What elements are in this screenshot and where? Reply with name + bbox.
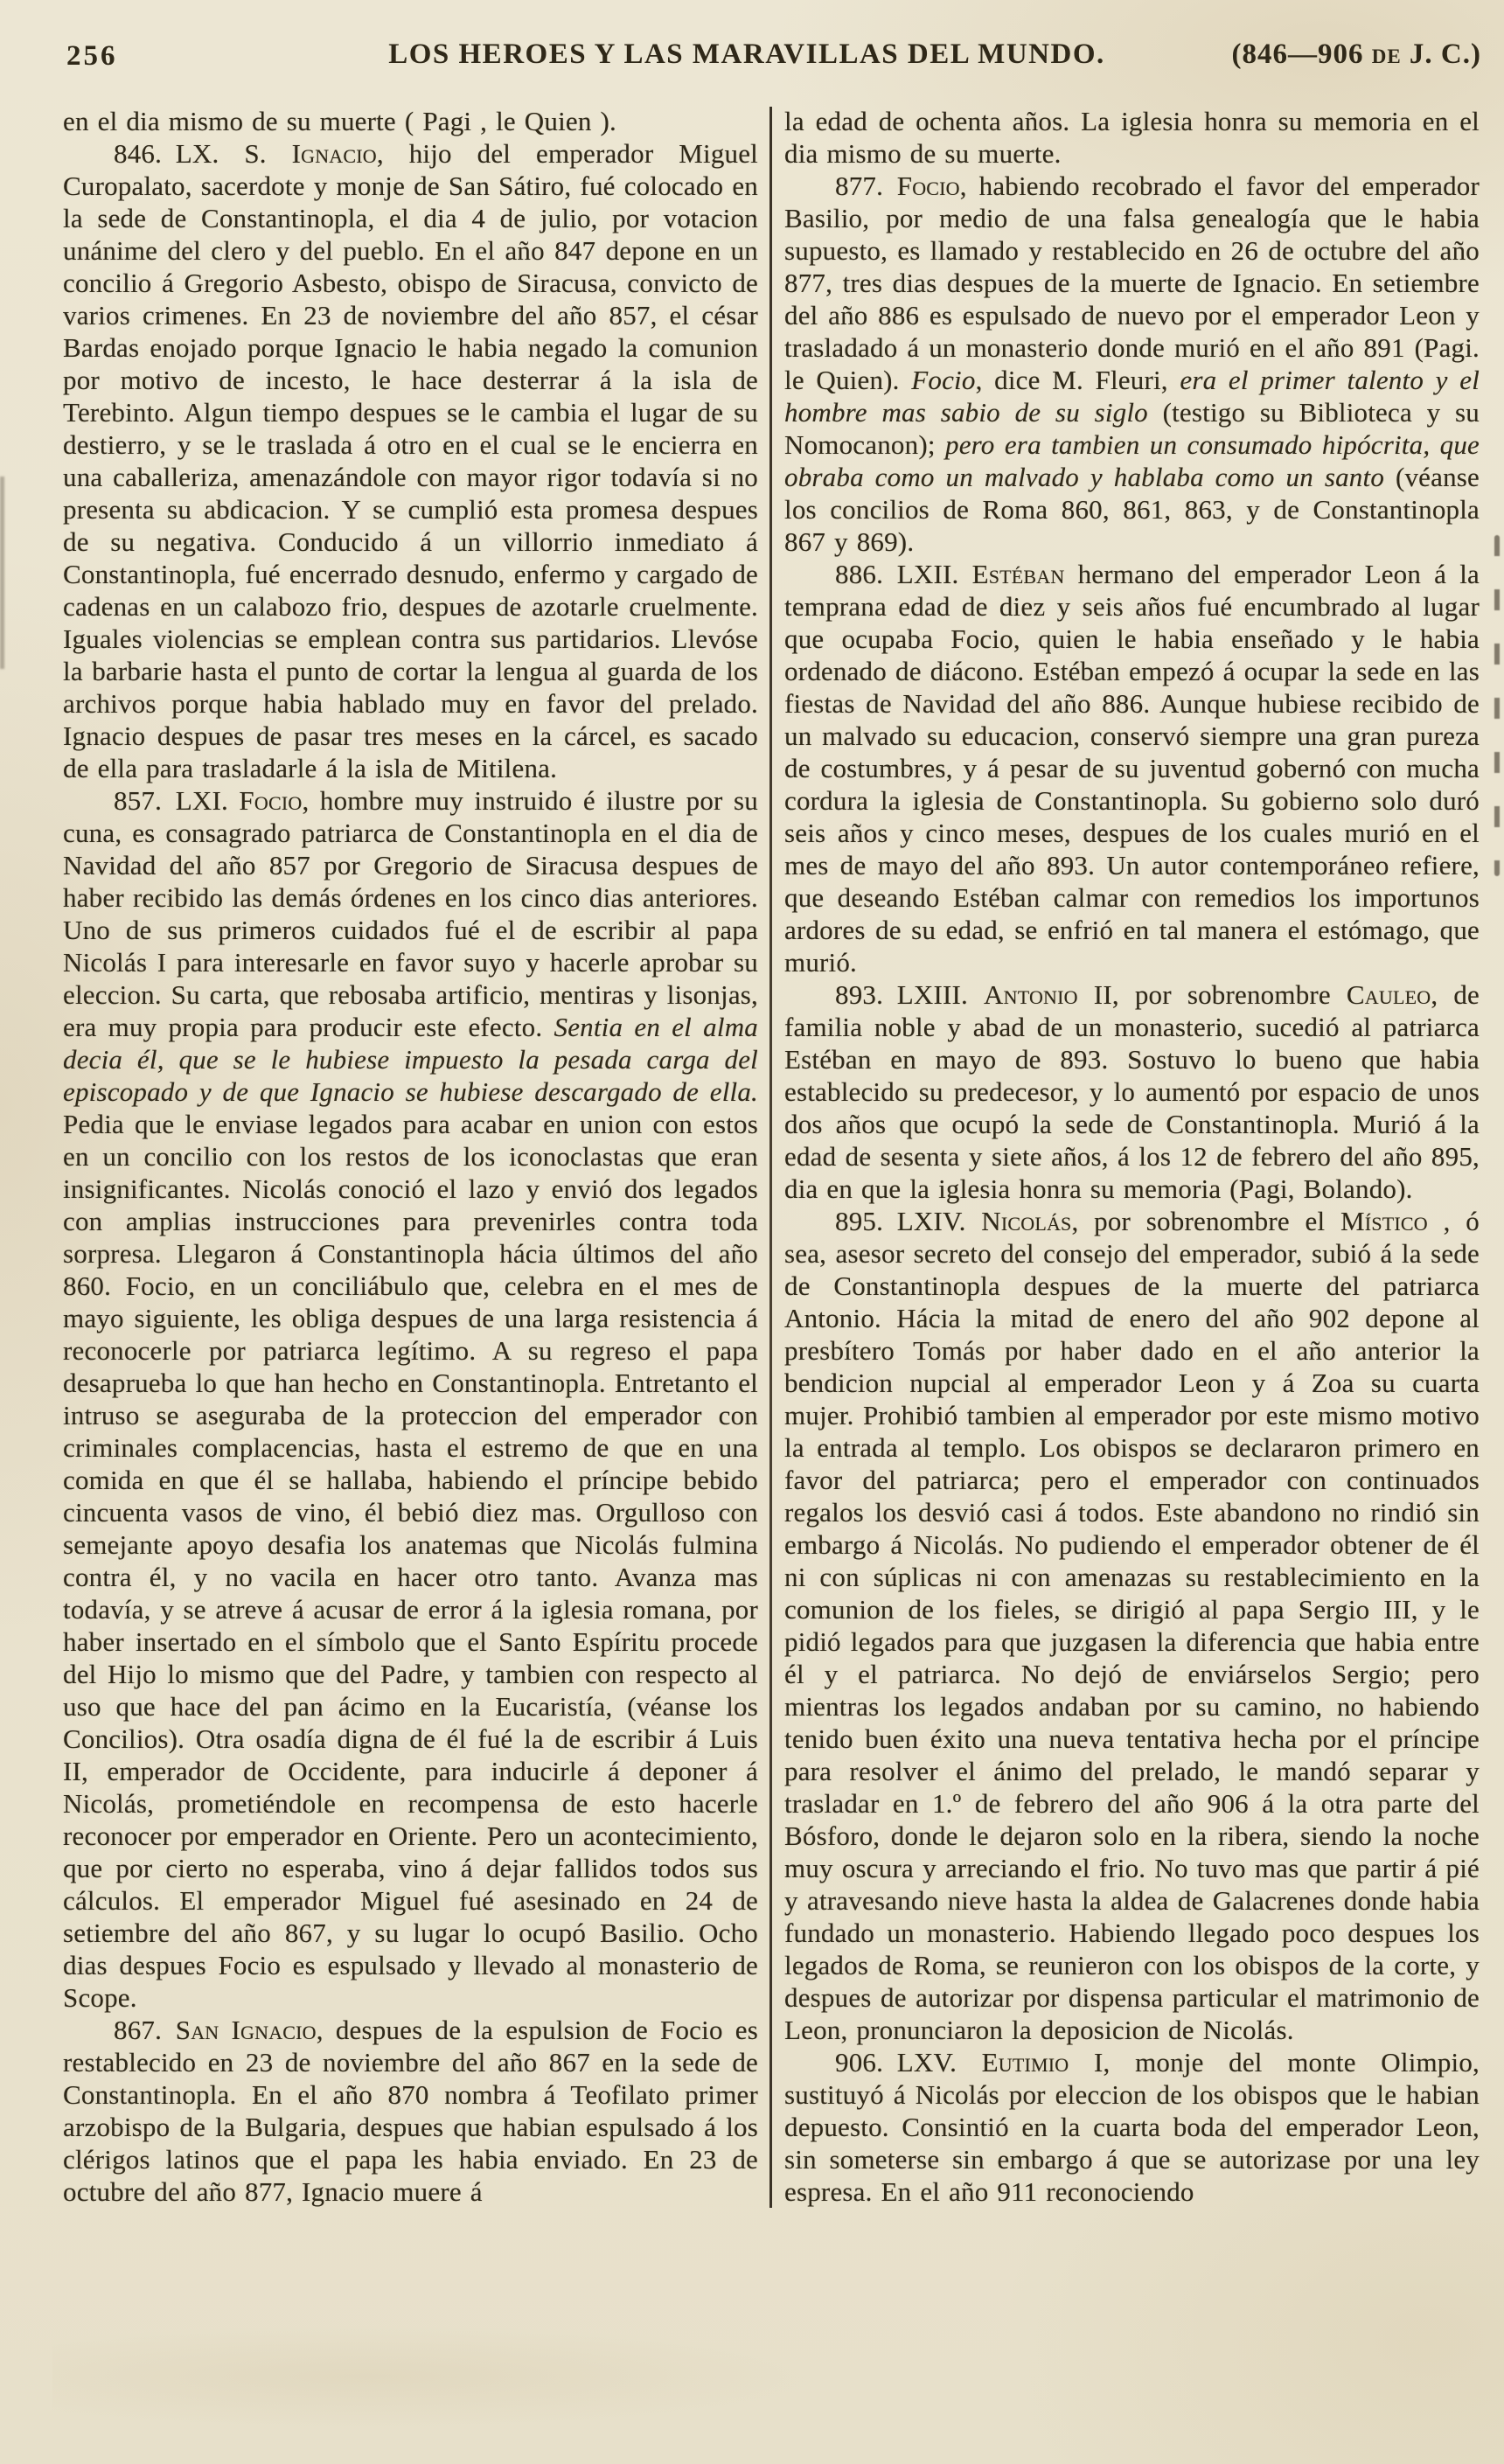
text-segment: , por sobrenombre: [1111, 979, 1347, 1010]
paragraph: [784, 105, 1480, 170]
text-segment: Pedia que le enviase legados para acabar en union con estos en un concilio con los restos de los iconoclastas que eran insignificantes. Nicolás conoció el lazo y envió dos legados con amplias instrucciones para prevenirles contra toda sorpresa. Llegaron á Constantinopla hácia últimos del año 860. Focio, en un conciliábulo que, celebra en el mes de mayo siguiente, les obliga despues de una larga resistencia á reconocerle por patriarca legítimo. A su regreso el papa desaprueba lo que han hecho en Constantinopla. Entretanto el intruso se aseguraba de la proteccion del emperador con criminales complacencias, hasta el estremo de que en una comida en que él se hallaba, habiendo el príncipe bebido cincuenta vasos de vino, él bebió diez mas. Orgulloso con semejante apoyo desafia los anatemas que Nicolás fulmina contra él, y no vacila en hacer otro tanto. Avanza mas todavía, y se atreve á acusar de error á la iglesia romana, por haber insertado en el símbolo que el Santo Espíritu procede del Hijo lo mismo que del Padre, y tambien con respecto al uso que hace del pan ácimo en la Eucaristía, (véanse los Concilios). Otra osadía digna de él fué la de escribir á Luis II, emperador de Occidente, para inducirle á deponer á Nicolás, prometiéndole en recompensa de esto hacerle reconocer por emperador en Oriente. Pero un acontecimiento, que por cierto no esperaba, vino á dejar fallidos todos sus cálculos. El emperador Miguel fué asesinado en 24 de setiembre del año 867, y su lugar lo ocupó Basilio. Ocho dias despues Focio es espulsado y llevado al monasterio de Scope.: [63, 1109, 758, 2013]
text-segment: hermano del emperador Leon á la temprana edad de diez y seis años fué encumbrado al lugar que ocupaba Focio, quien le habia enseñado y le habia ordenado de diácono. Estéban empezó á ocupar la sede en las fiestas de Navidad del año 886. Aunque hubiese recibido de un malvado su educacion, conservó siempre una gran pureza de costumbres, y á pesar de su juventud gobernó con mucha cordura la iglesia de Constantinopla. Su gobierno solo duró seis años y cinco meses, despues de los cuales murió en el mes de mayo del año 893. Un autor contemporáneo refiere, que deseando Estéban calmar con remedios los importunos ardores de su edad, se enfrió en tal manera el estómago, que murió.: [784, 559, 1480, 978]
text-segment: 886. LXII.: [835, 559, 972, 589]
text-segment: , despues de la espulsion de Focio es restablecido en 23 de noviembre del año 867 en la sede de Constantinopla. En el año 870 nombra á Teofilato primer arzobispo de la Bulgaria, despues que habian espulsado á los clérigos latinos que el papa les habia enviado. En 23 de octubre del año 877, Ignacio muere á: [63, 2015, 758, 2207]
scan-artifact-left-edge: [0, 477, 4, 669]
text-segment: (testigo su Biblioteca y su Nomocanon);: [784, 397, 1480, 460]
paragraph: [63, 137, 758, 784]
text-segment: 906. LXV.: [835, 2047, 982, 2078]
text-segment: Focio: [896, 171, 960, 201]
text-segment: , de familia noble y abad de un monasterio, sucedió al patriarca Estéban en mayo de 893. Sostuvo lo bueno que habia establecido su predecesor, y lo aumentó por espacio de unos dos años que ocupó la sede de Constantinopla. Murió á la edad de sesenta y siete años, á los 12 de febrero del año 895, dia en que la iglesia honra su memoria (Pagi, Bolando).: [784, 979, 1480, 1204]
text-segment: Focio: [911, 365, 976, 395]
paper-stain: [52, 2324, 839, 2429]
text-segment: Estéban: [971, 559, 1065, 589]
page-number: 256: [66, 40, 118, 72]
text-segment: Nicolás: [981, 1206, 1072, 1236]
text-segment: , por sobrenombre el: [1071, 1206, 1341, 1236]
paragraph: [63, 784, 758, 2014]
text-segment: San Ignacio: [175, 2015, 317, 2045]
running-title: LOS HEROES Y LAS MARAVILLAS DEL MUNDO.: [388, 38, 1105, 70]
date-range: (846—906 de J. C.): [1231, 38, 1481, 70]
text-segment: , dice M. Fleuri,: [975, 365, 1180, 395]
paragraph: [63, 2014, 758, 2208]
text-segment: , hombre muy instruido é ilustre por su cuna, es consagrado patriarca de Constantinopla en el dia de Navidad del año 857 por Gregorio de Siracusa despues de haber recibido las demás órdenes en los cinco dias anteriores. Uno de sus primeros cuidados fué el de escribir al papa Nicolás I para interesarle en favor suyo y hacerle aprobar su eleccion. Su carta, que rebosaba artificio, mentiras y lisonjas, era muy propia para producir este efecto.: [63, 785, 759, 1042]
text-segment: , habiendo recobrado el favor del emperador Basilio, por medio de una falsa genealogía que le habia supuesto, es llamado y restablecido en 26 de octubre del año 877, tres dias despues de la muerte de Ignacio. En setiembre del año 886 es espulsado de nuevo por el emperador Leon y trasladado á un monasterio donde murió en el año 891 (Pagi. le Quien).: [784, 171, 1480, 395]
text-segment: 846. LX. S.: [114, 138, 292, 169]
text-block: [63, 105, 1480, 2208]
text-segment: Ignacio: [291, 138, 377, 169]
text-segment: (véanse los concilios de Roma 860, 861, 863, y de Constantinopla 867 y 869).: [784, 462, 1480, 557]
page-header: [65, 38, 1481, 80]
text-segment: la edad de ochenta años. La iglesia honra su memoria en el dia mismo de su muerte.: [784, 106, 1480, 169]
text-segment: Sentia en el alma decia él, que se le hubiese impuesto la pesada carga del episcopado y de que Ignacio se hubiese descargado de ella.: [63, 1012, 758, 1107]
text-segment: Antonio II: [984, 979, 1112, 1010]
text-segment: , hijo del emperador Miguel Curopalato, sacerdote y monje de San Sátiro, fué colocado en la sede de Constantinopla, el dia 4 de julio, por votacion unánime del clero y del pueblo. En el año 847 depone en un concilio á Gregorio Asbesto, obispo de Siracusa, convicto de varios crimenes. En 23 de noviembre del año 857, el césar Bardas enojado porque Ignacio le habia negado la comunion por motivo de incesto, le hace desterrar á la isla de Terebinto. Algun tiempo despues se le cambia el lugar de su destierro, y se le traslada á otro en el cual se le encierra en una caballeriza, amenazándole con mayor rigor todavía si no presenta su abdicacion. Y se cumplió esta promesa despues de su negativa. Conducido á un villorrio inmediato á Constantinopla, fué encerrado desnudo, enfermo y cargado de cadenas en un calabozo frio, despues de azotarle cruelmente. Iguales violencias se emplean contra sus partidarios. Llevóse la barbarie hasta el punto de cortar la lengua al guarda de los archivos porque habia hablado muy en favor del prelado. Ignacio despues de pasar tres meses en la cárcel, es sacado de ella para trasladarle á la isla de Mitilena.: [63, 138, 758, 783]
paragraph: [784, 558, 1480, 978]
text-segment: Eutimio I: [981, 2047, 1104, 2078]
paragraph: [784, 2046, 1480, 2208]
paragraph: [63, 105, 758, 137]
text-segment: 893. LXIII.: [835, 979, 985, 1010]
text-segment: , ó sea, asesor secreto del consejo del emperador, subió á la sede de Constantinopla despues de la muerte del patriarca Antonio. Hácia la mitad de enero del año 902 depone al presbítero Tomás por haber dado en el año anterior la bendicion nupcial al emperador Leon y á Zoa su cuarta mujer. Prohibió tambien al emperador por este mismo motivo la entrada al templo. Los obispos se declararon primero en favor del patriarca; pero el emperador con continuados regalos los desvió casi á todos. Este abandono no rindió sin embargo á Nicolás. No pudiendo el emperador obtener de él ni con súplicas ni con amenazas su restablecimiento en la comunion de los fieles, se dirigió al papa Sergio III, y le pidió legados para que juzgasen la diferencia que habia entre él y el patriarca. No dejó de enviárselos Sergio; pero mientras los legados andaban por su camino, no habiendo tenido buen éxito una nueva tentativa hecha por el príncipe para resolver el ánimo del prelado, le mandó separar y trasladar en 1.º de febrero del año 906 á la otra parte del Bósforo, donde le dejaron solo en la ribera, siendo la noche muy oscura y arreciando el frio. No tuvo mas que partir á pié y atravesando nieve hasta la aldea de Galacrenes donde habia fundado un monasterio. Habiendo llegado poco despues los legados de Roma, se reunieron con los obispos de la corte, y despues de autorizar por dispensa particular el matrimonio de Leon, pronunciaron la deposicion de Nicolás.: [784, 1206, 1480, 2045]
left-column: [63, 105, 758, 2208]
text-segment: 877.: [835, 171, 897, 201]
text-segment: 895. LXIV.: [835, 1206, 982, 1236]
text-segment: era el primer talento y el hombre mas sabio de su siglo: [784, 365, 1480, 428]
scan-artifact-right-edge: [1494, 535, 1500, 876]
text-segment: , monje del monte Olimpio, sustituyó á Nicolás por eleccion de los obispos que le habian depuesto. Consintió en la cuarta boda del emperador Leon, sin someterse sin embargo á que se autorizase por una ley espresa. En el año 911 reconociendo: [784, 2047, 1480, 2207]
paragraph: [784, 170, 1480, 558]
paragraph: [784, 978, 1480, 1205]
text-segment: en el dia mismo de su muerte ( Pagi , le Quien ).: [63, 106, 616, 136]
text-segment: Cauleo: [1346, 979, 1431, 1010]
text-segment: Místico: [1340, 1206, 1428, 1236]
text-segment: 867.: [114, 2015, 176, 2045]
column-divider-rule: [769, 107, 772, 2208]
paragraph: [784, 1205, 1480, 2046]
text-segment: Focio: [239, 785, 303, 816]
text-segment: pero era tambien un consumado hipócrita, que obraba como un malvado y hablaba como un santo: [784, 429, 1480, 492]
text-segment: 857. LXI.: [114, 785, 240, 816]
right-column: [784, 105, 1480, 2208]
